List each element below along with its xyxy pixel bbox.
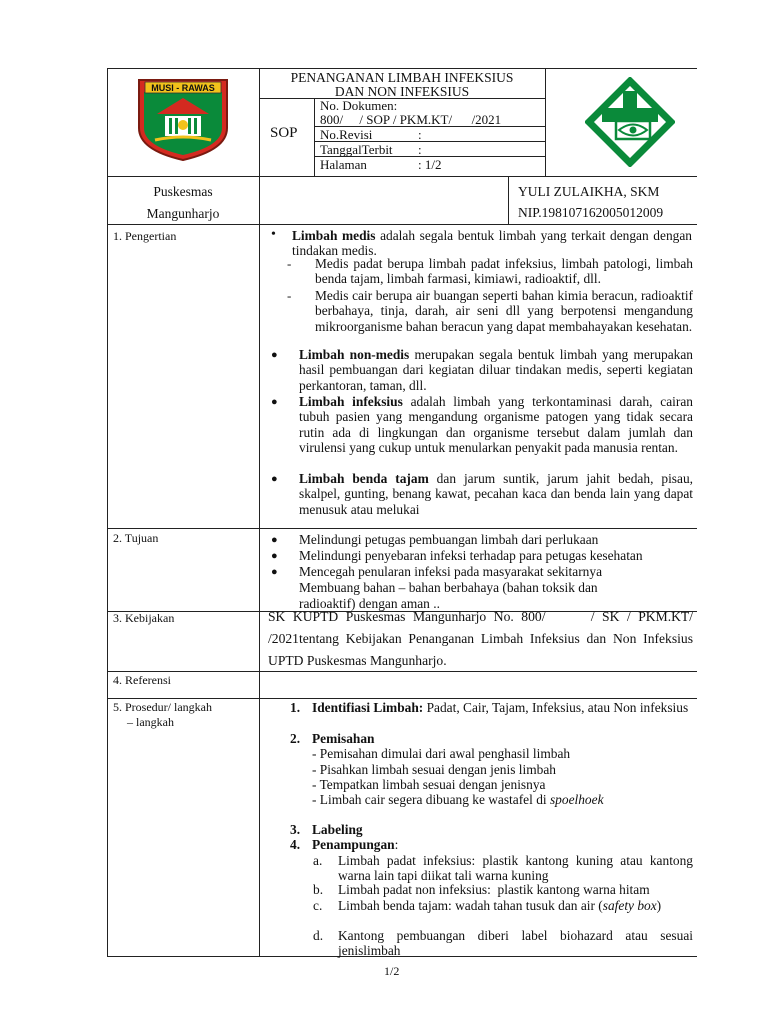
- section-label-prosedur-line2: – langkah: [127, 715, 174, 729]
- table-left-border: [107, 68, 108, 957]
- sop-label: SOP: [270, 125, 298, 141]
- page-value: : 1/2: [418, 157, 442, 172]
- step-2-line-3: - Tempatkan limbah sesuai dengan jenisnya: [312, 777, 546, 792]
- signer-divider: [508, 176, 509, 225]
- signer-name: YULI ZULAIKHA, SKM: [518, 184, 660, 199]
- tujuan-item-3c: radioaktif) dengan aman ..: [299, 596, 440, 611]
- step-4d-text: Kantong pembuangan diberi label biohazard atau sesuai jenislimbah: [338, 928, 693, 959]
- org-name-line1: Puskesmas: [153, 184, 213, 199]
- row-referensi-bottom: [107, 698, 697, 699]
- document-title-line1: PENANGANAN LIMBAH INFEKSIUS: [290, 70, 514, 85]
- revision-colon: :: [418, 127, 422, 142]
- bullet-icon: ●: [271, 396, 278, 408]
- step-1-identifikasi: Identifiasi Limbah: Padat, Cair, Tajam, Infeksius, atau Non infeksius: [312, 700, 689, 715]
- page-label: Halaman: [320, 157, 367, 172]
- tujuan-item-1: Melindungi petugas pembuangan limbah dari perlukaan: [299, 532, 599, 547]
- table-top-border: [107, 68, 697, 69]
- section-label-tujuan: 2. Tujuan: [113, 531, 159, 545]
- step-4b-marker: b.: [313, 882, 324, 897]
- step-4a-marker: a.: [313, 853, 323, 868]
- bullet-icon: ●: [271, 550, 278, 562]
- label-column-divider: [259, 68, 260, 957]
- step-4c-marker: c.: [313, 898, 323, 913]
- step-4b-text: Limbah padat non infeksius: plastik kantong warna hitam: [338, 882, 650, 897]
- bullet-icon: ●: [271, 566, 278, 578]
- step-2-number: 2.: [290, 731, 301, 746]
- def-limbah-infeksius: Limbah infeksius adalah limbah yang terkontaminasi darah, cairan tubuh pasien yang mengandung organisme patogen yang tidak secara rutin ada di lingkungan dan organisme tersebut dalam jumlah dan virulensi yang cukup untuk menularkan penyakit pada manusia rentan.: [299, 394, 693, 456]
- section-label-kebijakan: 3. Kebijakan: [113, 611, 175, 625]
- step-2-line-4: - Limbah cair segera dibuang ke wastafel di spoelhoek: [312, 792, 604, 807]
- logo-banner-text: MUSI - RAWAS: [151, 83, 215, 93]
- section-label-pengertian: 1. Pengertian: [113, 229, 177, 243]
- signer-nip: NIP.198107162005012009: [518, 205, 664, 220]
- header-bottom-border: [107, 176, 697, 177]
- bullet-icon: ●: [271, 349, 278, 361]
- def-medis-padat: Medis padat berupa limbah padat infeksius, limbah patologi, limbah benda tajam, limbah farmasi, kimiawi, radioaktif, dll.: [315, 256, 693, 287]
- sop-divider: [314, 98, 315, 177]
- tujuan-item-2: Melindungi penyebaran infeksi terhadap para petugas kesehatan: [299, 548, 643, 563]
- step-2-title: Pemisahan: [312, 731, 375, 746]
- step-2-line-1: - Pemisahan dimulai dari awal penghasil limbah: [312, 746, 571, 761]
- def-limbah-medis: Limbah medis adalah segala bentuk limbah yang terkait dengan dengan tindakan medis.: [292, 228, 692, 259]
- kebijakan-text: SK KUPTD Puskesmas Mangunharjo No. 800/ / SK / PKM.KT/ /2021tentang Kebijakan Penanganan Limbah Infeksius dan Non Infeksius UPTD Puskesmas Mangunharjo.: [268, 609, 697, 668]
- header-right-divider: [545, 68, 546, 177]
- puskesmas-logo-icon: [585, 77, 675, 167]
- dash-icon: -: [287, 288, 292, 303]
- def-limbah-non-medis: Limbah non-medis merupakan segala bentuk limbah yang merupakan hasil pembuangan dari kegiatan diluar tindakan medis, seperti kegiatan perkantoran, taman, dll.: [299, 347, 693, 393]
- bullet-icon: •: [271, 227, 276, 242]
- step-4-title: Penampungan:: [312, 837, 399, 852]
- step-4c-text: Limbah benda tajam: wadah tahan tusuk dan air (safety box): [338, 898, 662, 913]
- step-4d-marker: d.: [313, 928, 324, 943]
- step-3-number: 3.: [290, 822, 301, 837]
- page-number-footer: 1/2: [384, 964, 400, 978]
- dash-icon: -: [287, 256, 292, 271]
- row-pengertian-bottom: [107, 528, 697, 529]
- issue-date-label: TanggalTerbit: [320, 142, 393, 157]
- bullet-icon: ●: [271, 473, 278, 485]
- section-label-prosedur-line1: 5. Prosedur/ langkah: [113, 700, 212, 714]
- step-1-number: 1.: [290, 700, 301, 715]
- step-4-number: 4.: [290, 837, 301, 852]
- step-4a-text: Limbah padat infeksius: plastik kantong kuning atau kantong warna lain tapi diikat tali warna kuning: [338, 853, 693, 884]
- def-limbah-benda-tajam: Limbah benda tajam dan jarum suntik, jarum jahit bedah, pisau, skalpel, gunting, benang kawat, pecahan kaca dan benda lain yang dapat menusuk atau melukai: [299, 471, 693, 517]
- document-title-line2: DAN NON INFEKSIUS: [334, 84, 470, 99]
- doc-number-label: No. Dokumen:: [320, 98, 398, 113]
- org-row-bottom-border: [107, 224, 697, 225]
- musi-rawas-shield-icon: [135, 78, 231, 162]
- tujuan-item-3b: Membuang bahan – bahan berbahaya (bahan toksik dan: [299, 580, 598, 595]
- tujuan-item-3a: Mencegah penularan infeksi pada masyarakat sekitarnya: [299, 564, 603, 579]
- step-2-line-2: - Pisahkan limbah sesuai dengan jenis limbah: [312, 762, 556, 777]
- step-3-title: Labeling: [312, 822, 363, 837]
- def-medis-cair: Medis cair berupa air buangan seperti bahan kimia beracun, radioaktif berbahaya, tinja, darah, air seni dll yang berpotensi mengandung mikroorganisme bahan beracun yang dapat membahayakan kesehatan.: [315, 288, 693, 334]
- section-label-referensi: 4. Referensi: [113, 673, 171, 687]
- org-name-line2: Mangunharjo: [146, 206, 220, 221]
- issue-date-colon: :: [418, 142, 422, 157]
- doc-number-value: 800/ / SOP / PKM.KT/ /2021: [320, 112, 502, 127]
- bullet-icon: ●: [271, 534, 278, 546]
- revision-label: No.Revisi: [320, 127, 373, 142]
